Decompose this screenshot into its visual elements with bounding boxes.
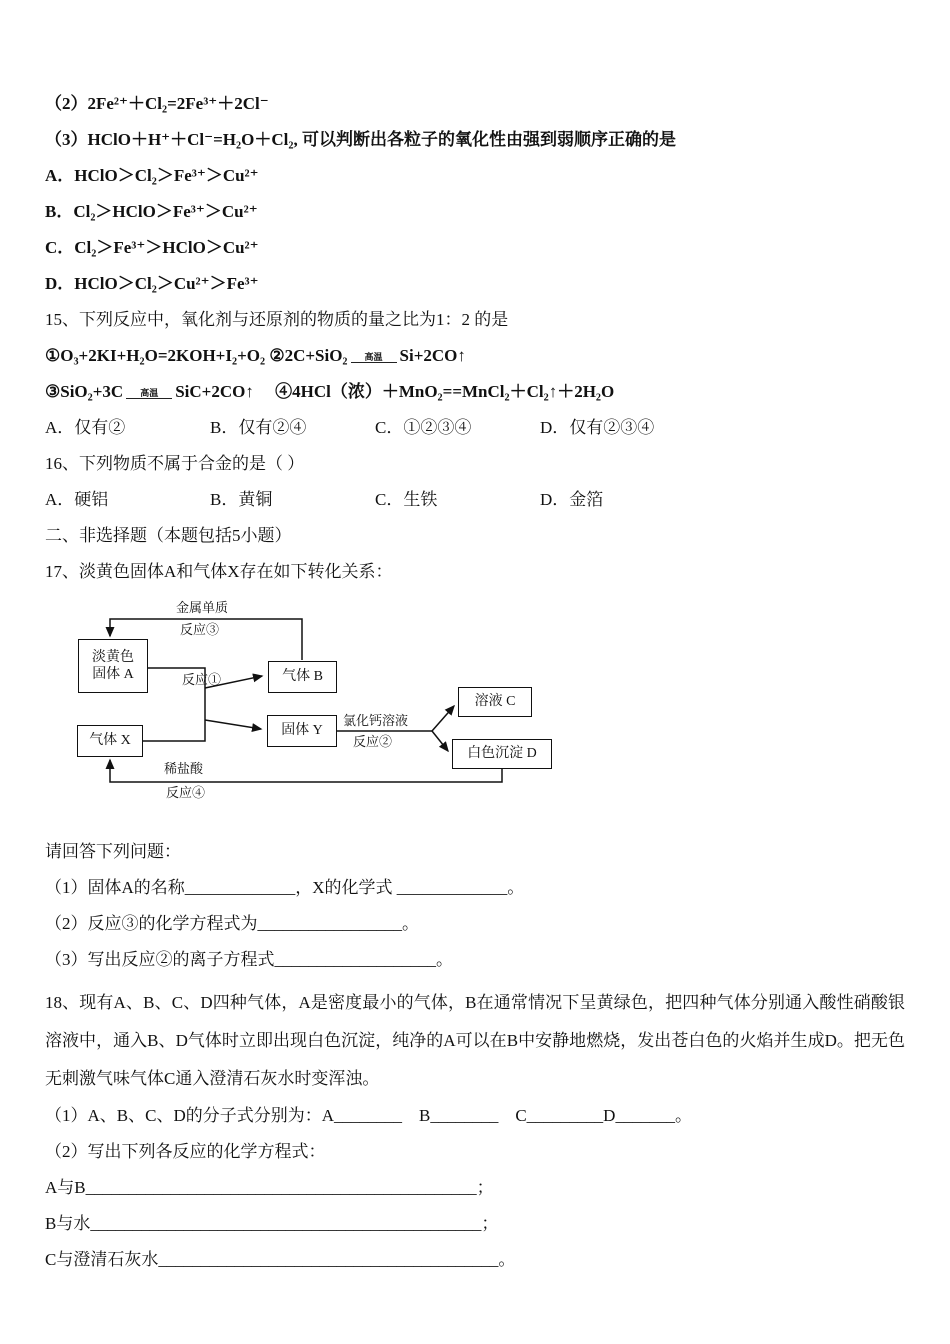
question-16-stem: 16、下列物质不属于合金的是（ ） — [45, 454, 305, 473]
q18-blank-equations-prompt: （2）写出下列各反应的化学方程式： — [45, 1142, 326, 1161]
box-gas-x-label: 气体 X — [89, 733, 131, 749]
box-solution-c — [458, 687, 532, 717]
q15-equation-line-2 — [45, 380, 905, 403]
label-reaction-3: 反应③ — [180, 622, 220, 637]
condition-text: 高温 — [364, 352, 383, 362]
label-metal-element: 金属单质 — [176, 600, 229, 615]
box-precipitate-d — [452, 739, 552, 769]
option-15-b: B．仅有②④ — [210, 418, 307, 437]
condition-text: 高温 — [140, 388, 159, 398]
equation-2-line: （2）2Fe²⁺＋Cl₂=2Fe³⁺＋2Cl⁻ — [45, 94, 269, 113]
label-reaction-4: 反应④ — [166, 785, 206, 800]
option-14-b: B．Cl₂＞HClO＞Fe³⁺＞Cu²⁺ — [45, 202, 258, 221]
option-14-c: C．Cl₂＞Fe³⁺＞HClO＞Cu²⁺ — [45, 238, 259, 257]
question-15-stem: 15、下列反应中，氧化剂与还原剂的物质的量之比为1：2 的是 — [45, 310, 509, 329]
q18-blank-formulas: （1）A、B、C、D的分子式分别为：A________ B________ C_________D_______。 — [45, 1106, 692, 1125]
q18-eq-a-b: A与B______________________________________________； — [45, 1178, 494, 1197]
reaction-condition-1 — [351, 346, 397, 363]
option-16-b: B．黄铜 — [210, 490, 273, 509]
q18-eq-b-water: B与水______________________________________________； — [45, 1214, 499, 1233]
q16-options-row — [45, 488, 905, 511]
q18-eq-c-limewater: C与澄清石灰水________________________________________。 — [45, 1250, 516, 1269]
question-14-stem: （3）HClO＋H⁺＋Cl⁻=H₂O＋Cl₂, 可以判断出各粒子的氧化性由强到弱顺序正确的是 — [45, 130, 676, 149]
q17-prompt: 请回答下列问题： — [45, 842, 181, 861]
conversion-diagram — [60, 596, 580, 808]
box-solid-a-line1: 淡黄色 — [92, 649, 134, 665]
q15-eq2-pre: ③SiO₂+3C — [45, 382, 124, 401]
box-solution-c-label: 溶液 C — [474, 694, 516, 710]
option-16-d: D．金箔 — [540, 490, 604, 509]
q15-options-row — [45, 416, 905, 439]
box-precipitate-d-label: 白色沉淀 D — [467, 746, 537, 762]
box-gas-b-label: 气体 B — [282, 669, 323, 685]
q15-eq2-post: SiC+2CO↑ ④4HCl（浓）＋MnO₂==MnCl₂＋Cl₂↑＋2H₂O — [175, 382, 615, 401]
option-15-c: C．①②③④ — [375, 418, 472, 437]
option-14-a: A．HClO＞Cl₂＞Fe³⁺＞Cu²⁺ — [45, 166, 259, 185]
label-reaction-1: 反应① — [182, 672, 222, 687]
option-15-a: A．仅有② — [45, 418, 126, 437]
label-cacl2-solution: 氯化钙溶液 — [343, 713, 409, 728]
option-16-c: C．生铁 — [375, 490, 438, 509]
question-17-stem: 17、淡黄色固体A和气体X存在如下转化关系： — [45, 562, 393, 581]
option-16-a: A．硬铝 — [45, 490, 109, 509]
question-18-paragraph: 18、现有A、B、C、D四种气体，A是密度最小的气体，B在通常情况下呈黄绿色，把四种气体分别通入酸性硝酸银溶液中，通入B、D气体时立即出现白色沉淀，纯净的A可以在B中安静地燃烧，发出苍白色的火焰并生成D。把无色无刺激气味气体C通入澄清石灰水时变浑浊。 — [45, 993, 905, 1088]
q15-eq1-post: Si+2CO↑ — [399, 346, 466, 365]
box-solid-y — [267, 715, 337, 747]
reaction-condition-2 — [126, 382, 172, 399]
section-2-heading: 二、非选择题（本题包括5小题） — [45, 526, 292, 545]
box-solid-a — [78, 639, 148, 693]
q15-eq1-pre: ①O₃+2KI+H₂O=2KOH+I₂+O₂ ②2C+SiO₂ — [45, 346, 348, 365]
box-solid-a-line2: 固体 A — [92, 667, 134, 682]
q17-blank-3: （3）写出反应②的离子方程式___________________。 — [45, 950, 453, 969]
q17-blank-2: （2）反应③的化学方程式为_________________。 — [45, 914, 419, 933]
q17-blank-1: （1）固体A的名称_____________，X的化学式 _____________。 — [45, 878, 525, 897]
box-gas-b — [268, 661, 337, 693]
box-gas-x — [77, 725, 143, 757]
label-dilute-hcl: 稀盐酸 — [164, 761, 204, 776]
label-reaction-2: 反应② — [353, 734, 393, 749]
option-14-d: D．HClO＞Cl₂＞Cu²⁺＞Fe³⁺ — [45, 274, 259, 293]
box-solid-y-label: 固体 Y — [281, 723, 323, 739]
option-15-d: D．仅有②③④ — [540, 418, 655, 437]
q15-equation-line-1 — [45, 344, 905, 367]
